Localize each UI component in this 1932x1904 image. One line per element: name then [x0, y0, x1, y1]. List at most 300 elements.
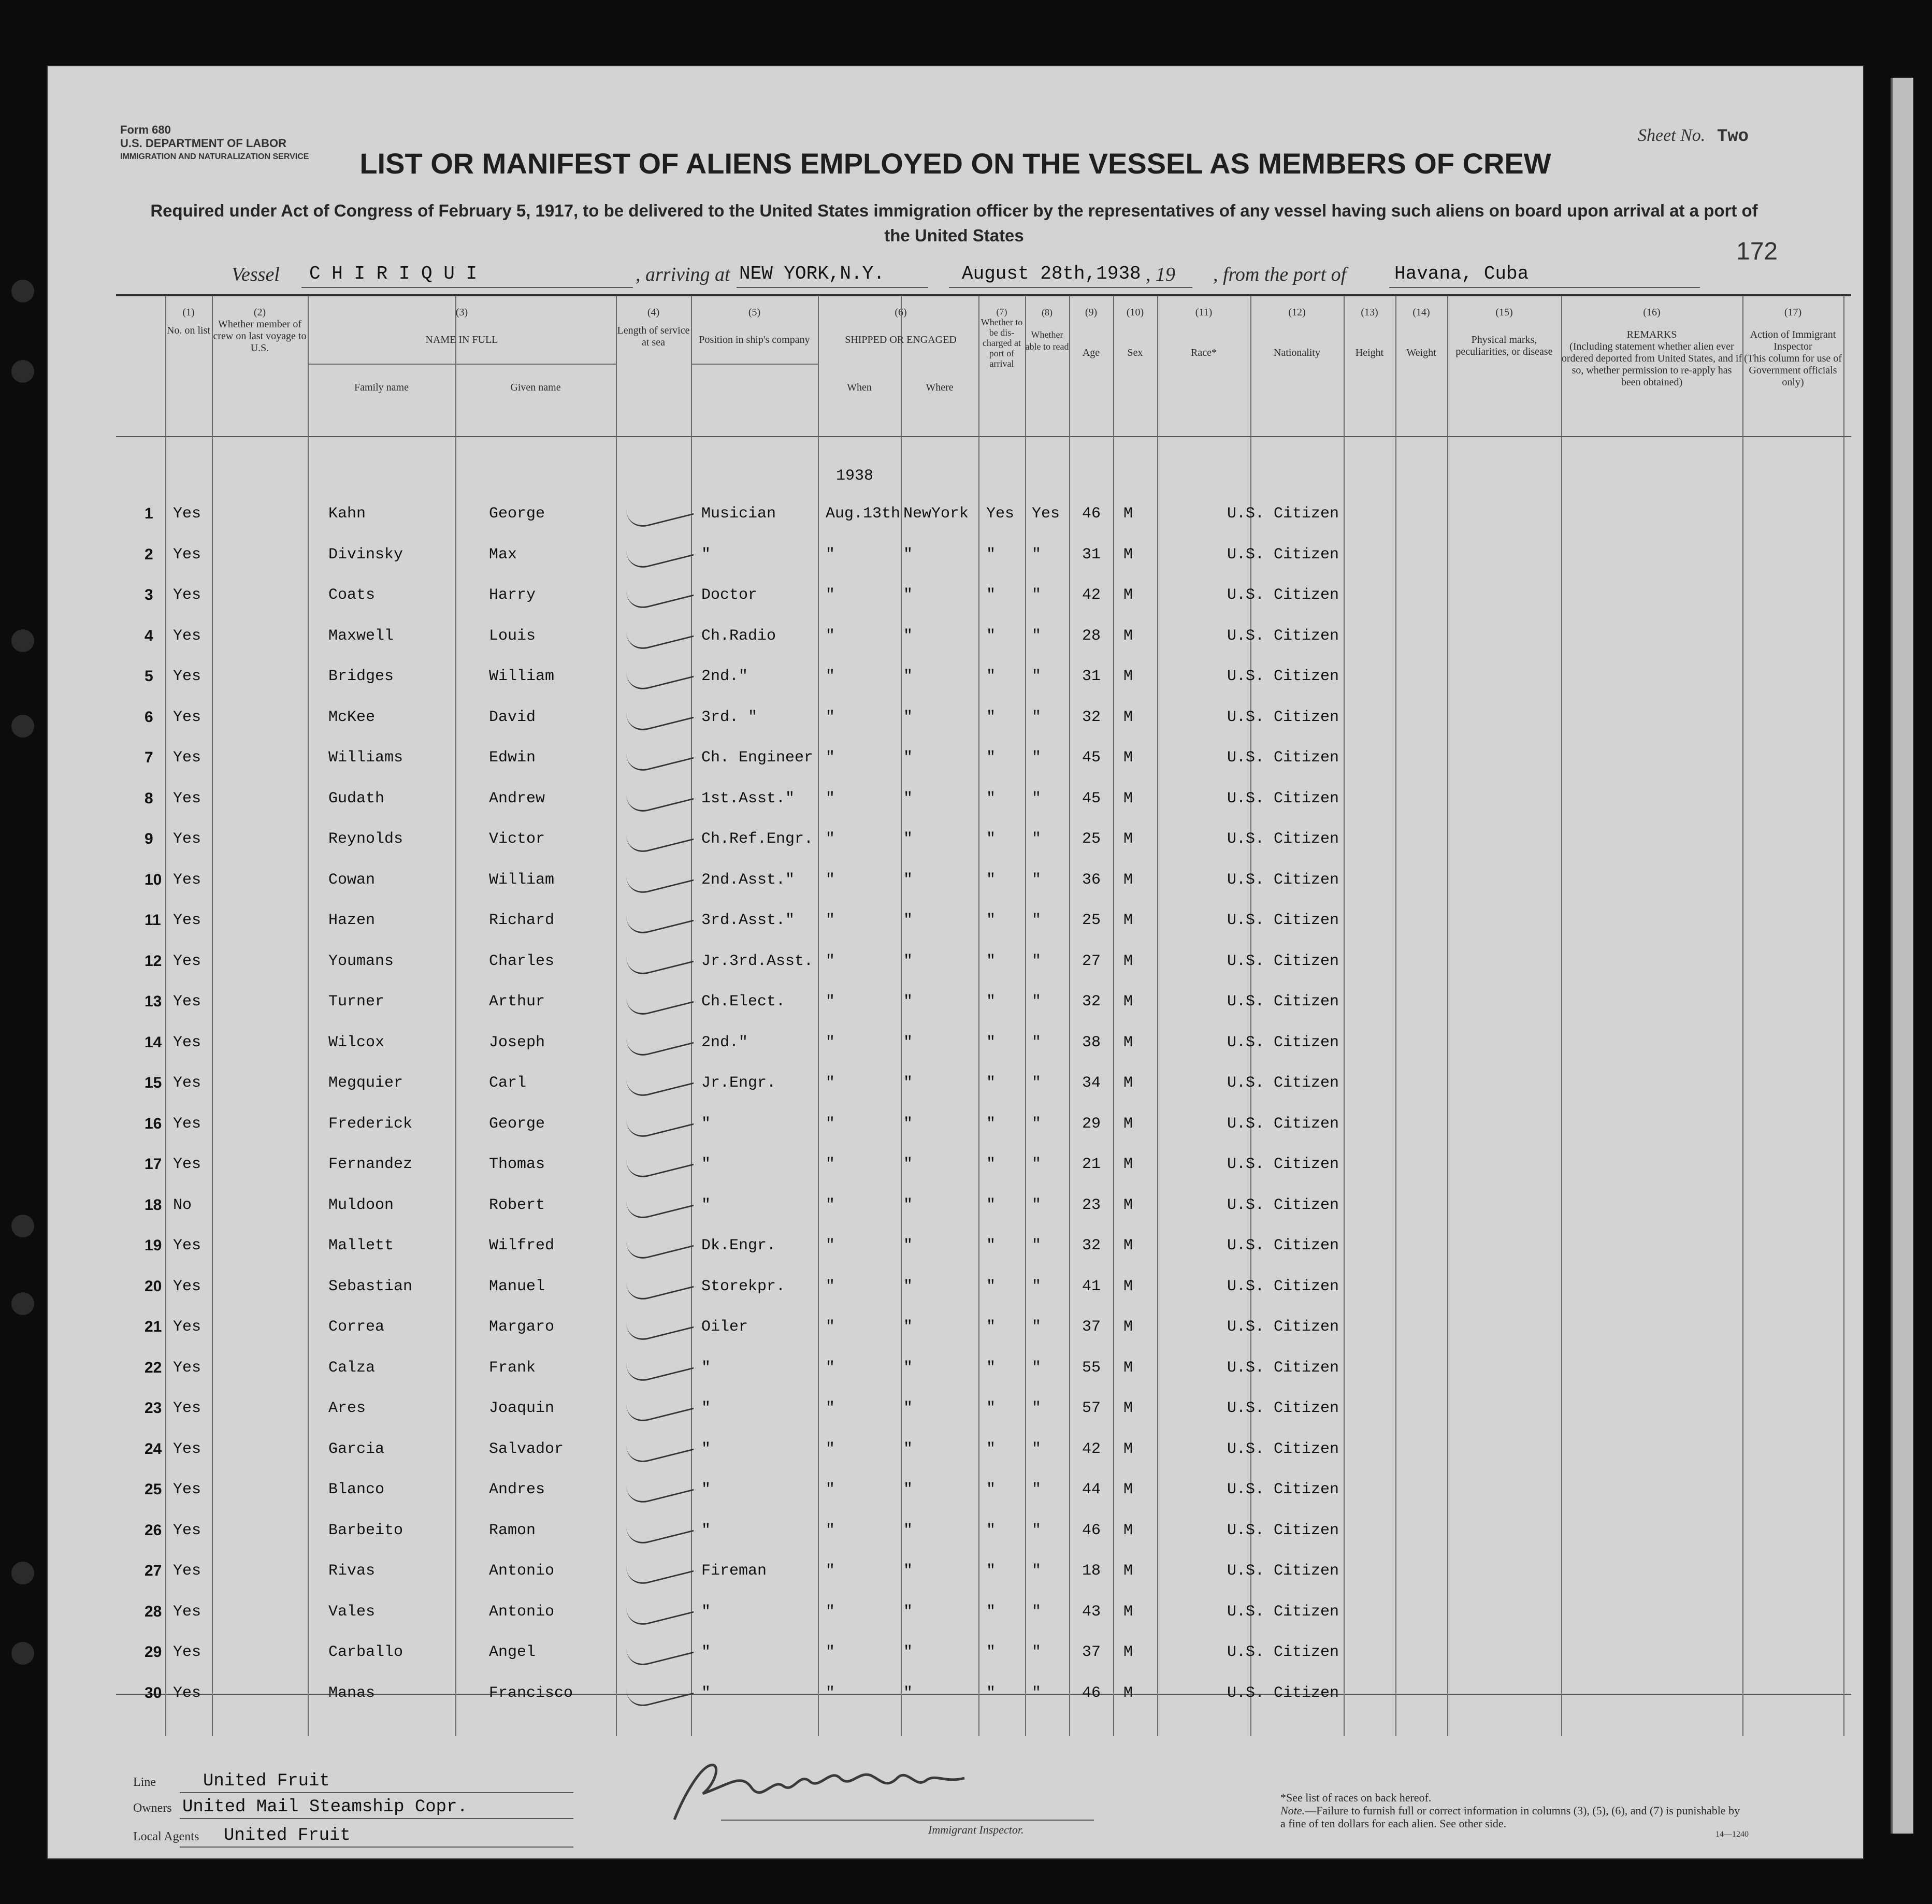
shipped-where: " — [903, 668, 913, 685]
position: Ch.Radio — [701, 627, 776, 645]
crew-last-voyage: Yes — [173, 1277, 201, 1295]
family-name: Frederick — [328, 1115, 413, 1133]
able-to-read: " — [1032, 1562, 1042, 1580]
nationality: U.S. Citizen — [1227, 1196, 1339, 1214]
table-row — [116, 1146, 1851, 1186]
nationality: U.S. Citizen — [1227, 1074, 1339, 1092]
local-agents-label: Local Agents — [133, 1830, 199, 1843]
year-label: , 19 — [1146, 264, 1175, 285]
where-header: Where — [926, 382, 954, 393]
age: 32 — [1082, 708, 1101, 726]
sex: M — [1123, 1115, 1133, 1133]
footer — [48, 1771, 1863, 1858]
owners-value: United Mail Steamship Copr. — [182, 1797, 468, 1817]
able-to-read: " — [1032, 871, 1042, 889]
crew-last-voyage: Yes — [173, 1562, 201, 1580]
nationality: U.S. Citizen — [1227, 505, 1339, 523]
nationality: U.S. Citizen — [1227, 830, 1339, 848]
row-number: 27 — [145, 1562, 162, 1579]
service-check-mark — [626, 1671, 694, 1710]
able-to-read: " — [1032, 1277, 1042, 1295]
service-check-mark — [626, 1021, 694, 1060]
crew-last-voyage: Yes — [173, 586, 201, 604]
shipped-where: " — [903, 1237, 913, 1254]
age: 57 — [1082, 1400, 1101, 1417]
position: " — [701, 1684, 711, 1702]
crew-last-voyage: Yes — [173, 871, 201, 889]
vessel-label: Vessel — [232, 264, 280, 285]
able-to-read: " — [1032, 952, 1042, 970]
vessel-name: C H I R I Q U I — [309, 263, 478, 284]
age: 27 — [1082, 952, 1101, 970]
row-number: 11 — [145, 912, 161, 929]
shipped-when: " — [826, 1440, 835, 1458]
nationality: U.S. Citizen — [1227, 1562, 1339, 1580]
position: " — [701, 1643, 711, 1661]
sex: M — [1123, 952, 1133, 970]
col-6-header: (6) SHIPPED OR ENGAGED — [845, 307, 957, 345]
discharged: " — [986, 912, 996, 929]
age: 25 — [1082, 830, 1101, 848]
nationality: U.S. Citizen — [1227, 1440, 1339, 1458]
service-check-mark — [626, 1427, 694, 1466]
line-value: United Fruit — [203, 1771, 330, 1791]
given-name-header: Given name — [510, 382, 561, 393]
position: Oiler — [701, 1318, 748, 1336]
nationality: U.S. Citizen — [1227, 586, 1339, 604]
shipped-when: " — [826, 1196, 835, 1214]
row-number: 15 — [145, 1074, 162, 1091]
age: 41 — [1082, 1277, 1101, 1295]
arriving-port: NEW YORK,N.Y. — [739, 263, 885, 284]
position: " — [701, 1481, 711, 1498]
able-to-read: " — [1032, 1440, 1042, 1458]
inspector-signature — [654, 1752, 985, 1830]
age: 32 — [1082, 993, 1101, 1011]
family-name: Reynolds — [328, 830, 403, 848]
table-row — [116, 658, 1851, 698]
sex: M — [1123, 830, 1133, 848]
shipped-when: " — [826, 1115, 835, 1133]
table-row — [116, 1268, 1851, 1308]
family-name: Fernandez — [328, 1156, 413, 1173]
note-label: Note. — [1280, 1804, 1305, 1817]
shipped-where: " — [903, 1684, 913, 1702]
discharged: " — [986, 952, 996, 970]
crew-last-voyage: Yes — [173, 627, 201, 645]
punch-hole — [11, 1642, 34, 1665]
family-name: Sebastian — [328, 1277, 413, 1295]
able-to-read: " — [1032, 1481, 1042, 1498]
given-name: Joaquin — [489, 1400, 555, 1417]
discharged: " — [986, 1562, 996, 1580]
position: 2nd." — [701, 668, 748, 685]
table-row — [116, 1309, 1851, 1349]
shipped-where: " — [903, 1521, 913, 1539]
discharged: " — [986, 627, 996, 645]
age: 34 — [1082, 1074, 1101, 1092]
local-agents-value: United Fruit — [224, 1826, 351, 1845]
row-number: 20 — [145, 1277, 162, 1295]
service-check-mark — [626, 980, 694, 1019]
col-14-header: (14) Weight — [1406, 307, 1436, 358]
punch-hole — [11, 629, 34, 652]
shipped-where: " — [903, 708, 913, 726]
row-number: 29 — [145, 1643, 162, 1661]
age: 45 — [1082, 789, 1101, 807]
shipped-when: " — [826, 871, 835, 889]
crew-last-voyage: Yes — [173, 1074, 201, 1092]
col-10-header: (10) Sex — [1126, 307, 1144, 358]
position: " — [701, 1115, 711, 1133]
position: 3rd.Asst." — [701, 912, 795, 929]
shipped-when: " — [826, 1481, 835, 1498]
shipped-when: " — [826, 1074, 835, 1092]
row-number: 9 — [145, 830, 153, 847]
table-row — [116, 821, 1851, 861]
row-number: 8 — [145, 789, 153, 807]
sex: M — [1123, 1277, 1133, 1295]
table-row — [116, 496, 1851, 536]
nationality: U.S. Citizen — [1227, 1684, 1339, 1702]
row-number: 26 — [145, 1521, 162, 1539]
service-check-mark — [626, 1184, 694, 1222]
able-to-read: " — [1032, 1603, 1042, 1621]
service-check-mark — [626, 1062, 694, 1101]
punch-hole — [11, 715, 34, 738]
service-check-mark — [626, 614, 694, 653]
age: 25 — [1082, 912, 1101, 929]
able-to-read: " — [1032, 1156, 1042, 1173]
table-row — [116, 943, 1851, 983]
age: 38 — [1082, 1033, 1101, 1051]
row-number: 21 — [145, 1318, 162, 1335]
discharged: " — [986, 586, 996, 604]
service-check-mark — [626, 1265, 694, 1304]
nationality: U.S. Citizen — [1227, 1400, 1339, 1417]
age: 37 — [1082, 1318, 1101, 1336]
position: " — [701, 1359, 711, 1377]
family-name: Maxwell — [328, 627, 394, 645]
row-number: 16 — [145, 1115, 162, 1132]
shipped-where: " — [903, 1196, 913, 1214]
sex: M — [1123, 1521, 1133, 1539]
nationality: U.S. Citizen — [1227, 1237, 1339, 1254]
department-name: U.S. DEPARTMENT OF LABOR — [120, 137, 287, 150]
able-to-read: " — [1032, 586, 1042, 604]
position: Jr.Engr. — [701, 1074, 776, 1092]
able-to-read: " — [1032, 1318, 1042, 1336]
discharged: " — [986, 993, 996, 1011]
position: Ch. Engineer — [701, 749, 814, 767]
shipped-where: " — [903, 789, 913, 807]
able-to-read: " — [1032, 749, 1042, 767]
given-name: Richard — [489, 912, 555, 929]
row-number: 30 — [145, 1684, 162, 1701]
service-check-mark — [626, 1306, 694, 1345]
discharged: " — [986, 1196, 996, 1214]
nationality: U.S. Citizen — [1227, 1156, 1339, 1173]
sex: M — [1123, 1643, 1133, 1661]
nationality: U.S. Citizen — [1227, 1115, 1339, 1133]
sex: M — [1123, 1400, 1133, 1417]
given-name: Antonio — [489, 1562, 555, 1580]
shipped-where: " — [903, 1440, 913, 1458]
service-check-mark — [626, 1468, 694, 1507]
age: 42 — [1082, 586, 1101, 604]
sex: M — [1123, 627, 1133, 645]
service-check-mark — [626, 1550, 694, 1589]
position: " — [701, 1156, 711, 1173]
crew-last-voyage: Yes — [173, 1603, 201, 1621]
discharged: " — [986, 1603, 996, 1621]
row-number: 18 — [145, 1196, 162, 1214]
nationality: U.S. Citizen — [1227, 1277, 1339, 1295]
able-to-read: " — [1032, 1237, 1042, 1254]
discharged: " — [986, 545, 996, 564]
sex: M — [1123, 912, 1133, 929]
family-name: Mallett — [328, 1237, 394, 1254]
able-to-read: " — [1032, 708, 1042, 726]
nationality: U.S. Citizen — [1227, 1481, 1339, 1498]
sex: M — [1123, 871, 1133, 889]
shipped-when: " — [826, 1359, 835, 1377]
able-to-read: " — [1032, 1521, 1042, 1539]
page-subtitle: Required under Act of Congress of February 5, 1917, to be delivered to the United States immigration officer by the representatives of any vessel having such aliens on board upon arrival at a port of the United States — [150, 201, 1758, 245]
row-number: 13 — [145, 993, 162, 1010]
row-number: 28 — [145, 1603, 162, 1620]
given-name: George — [489, 505, 545, 523]
age: 23 — [1082, 1196, 1101, 1214]
col-13-header: (13) Height — [1355, 307, 1384, 358]
inspector-label: Immigrant Inspector. — [928, 1823, 1024, 1836]
table-row — [116, 1634, 1851, 1674]
discharged: " — [986, 708, 996, 726]
col-8-header: (8) Whether able to read — [1025, 307, 1069, 352]
crew-last-voyage: Yes — [173, 545, 201, 564]
table-row — [116, 1106, 1851, 1146]
nationality: U.S. Citizen — [1227, 789, 1339, 807]
nationality: U.S. Citizen — [1227, 545, 1339, 564]
able-to-read: " — [1032, 1196, 1042, 1214]
table-row — [116, 862, 1851, 902]
sex: M — [1123, 1156, 1133, 1173]
col-16-header: (16) REMARKS (Including statement whether alien ever ordered deported from United States, and if so, whether permission to re-apply has been obtained) — [1561, 307, 1742, 388]
table-row — [116, 1065, 1851, 1105]
shipped-when: " — [826, 789, 835, 807]
sheet-number-label: Sheet No. — [1638, 126, 1706, 145]
family-name: Wilcox — [328, 1033, 385, 1051]
given-name: George — [489, 1115, 545, 1133]
nationality: U.S. Citizen — [1227, 668, 1339, 685]
owners-label: Owners — [133, 1801, 172, 1815]
position: Ch.Elect. — [701, 993, 786, 1011]
shipped-where: " — [903, 1074, 913, 1092]
punch-hole — [11, 1215, 34, 1237]
discharged: " — [986, 1115, 996, 1133]
sex: M — [1123, 668, 1133, 685]
service-check-mark — [626, 899, 694, 938]
when-header: When — [847, 382, 872, 393]
nationality: U.S. Citizen — [1227, 1359, 1339, 1377]
col-11-header: (11) Race* — [1191, 307, 1217, 358]
age: 29 — [1082, 1115, 1101, 1133]
crew-last-voyage: Yes — [173, 1481, 201, 1498]
age: 28 — [1082, 627, 1101, 645]
nationality: U.S. Citizen — [1227, 993, 1339, 1011]
crew-last-voyage: Yes — [173, 952, 201, 970]
given-name: Joseph — [489, 1033, 545, 1051]
shipped-when: " — [826, 1237, 835, 1254]
nationality: U.S. Citizen — [1227, 1318, 1339, 1336]
discharged: " — [986, 1156, 996, 1173]
able-to-read: " — [1032, 1074, 1042, 1092]
family-name: Correa — [328, 1318, 385, 1336]
given-name: Manuel — [489, 1277, 545, 1295]
family-name: Rivas — [328, 1562, 376, 1580]
table-row — [116, 1187, 1851, 1227]
shipped-where: " — [903, 993, 913, 1011]
table-row — [116, 1228, 1851, 1267]
given-name: Margaro — [489, 1318, 555, 1336]
table-row — [116, 1350, 1851, 1390]
row-number: 10 — [145, 871, 162, 888]
shipped-where: " — [903, 627, 913, 645]
nationality: U.S. Citizen — [1227, 1521, 1339, 1539]
nationality: U.S. Citizen — [1227, 1643, 1339, 1661]
age: 46 — [1082, 505, 1101, 523]
crew-last-voyage: Yes — [173, 1400, 201, 1417]
line-label: Line — [133, 1776, 156, 1789]
discharged: " — [986, 1684, 996, 1702]
service-check-mark — [626, 1631, 694, 1670]
crew-last-voyage: Yes — [173, 912, 201, 929]
able-to-read: " — [1032, 545, 1042, 564]
given-name: Edwin — [489, 749, 536, 767]
row-number: 5 — [145, 668, 153, 685]
shipped-when: " — [826, 1521, 835, 1539]
sex: M — [1123, 993, 1133, 1011]
races-note: *See list of races on back hereof. — [1280, 1791, 1432, 1804]
family-name: Kahn — [328, 505, 366, 523]
col-9-header: (9) Age — [1082, 307, 1100, 358]
col-5-header: (5) Position in ship's company — [699, 307, 810, 345]
table-row — [116, 577, 1851, 617]
discharged: " — [986, 1074, 996, 1092]
able-to-read: " — [1032, 789, 1042, 807]
discharged: " — [986, 1440, 996, 1458]
table-row — [116, 1675, 1851, 1715]
able-to-read: " — [1032, 1643, 1042, 1661]
given-name: Angel — [489, 1643, 536, 1661]
shipped-when: " — [826, 1318, 835, 1336]
col-7-header: (7) Whether to be dis-charged at port of arrival — [981, 307, 1023, 369]
vessel-line — [48, 258, 1863, 289]
position: Fireman — [701, 1562, 767, 1580]
col-12-header: (12) Nationality — [1274, 307, 1320, 358]
given-name: Thomas — [489, 1156, 545, 1173]
nationality: U.S. Citizen — [1227, 749, 1339, 767]
crew-last-voyage: Yes — [173, 1318, 201, 1336]
row-number: 19 — [145, 1237, 162, 1254]
family-name: Vales — [328, 1603, 376, 1621]
discharged: " — [986, 871, 996, 889]
service-check-mark — [626, 1102, 694, 1141]
position: 1st.Asst." — [701, 789, 795, 807]
age: 44 — [1082, 1481, 1101, 1498]
row-number: 7 — [145, 749, 153, 766]
crew-last-voyage: Yes — [173, 1521, 201, 1539]
family-name: Carballo — [328, 1643, 403, 1661]
table-row — [116, 902, 1851, 942]
row-number: 17 — [145, 1156, 162, 1173]
punch-hole — [11, 1292, 34, 1315]
crew-table — [116, 294, 1851, 1736]
given-name: Arthur — [489, 993, 545, 1011]
service-check-mark — [626, 1224, 694, 1263]
position: Storekpr. — [701, 1277, 786, 1295]
family-name: Bridges — [328, 668, 394, 685]
service-name: IMMIGRATION AND NATURALIZATION SERVICE — [120, 152, 309, 161]
discharged: " — [986, 789, 996, 807]
crew-last-voyage: Yes — [173, 1115, 201, 1133]
position: Dk.Engr. — [701, 1237, 776, 1254]
family-name: Manas — [328, 1684, 376, 1702]
sex: M — [1123, 545, 1133, 564]
able-to-read: " — [1032, 993, 1042, 1011]
shipped-when: " — [826, 952, 835, 970]
service-check-mark — [626, 858, 694, 897]
sheet-number-value: Two — [1717, 127, 1749, 147]
crew-last-voyage: Yes — [173, 1359, 201, 1377]
given-name: Andres — [489, 1481, 545, 1498]
age: 43 — [1082, 1603, 1101, 1621]
position: " — [701, 1521, 711, 1539]
arriving-label: , arriving at — [636, 264, 730, 285]
shipped-when: " — [826, 1400, 835, 1417]
service-check-mark — [626, 818, 694, 857]
shipped-where: " — [903, 1562, 913, 1580]
discharged: " — [986, 1318, 996, 1336]
age: 42 — [1082, 1440, 1101, 1458]
nationality: U.S. Citizen — [1227, 708, 1339, 726]
table-row — [116, 1594, 1851, 1634]
family-name: McKee — [328, 708, 376, 726]
position: " — [701, 1400, 711, 1417]
position: 2nd." — [701, 1033, 748, 1051]
crew-last-voyage: Yes — [173, 993, 201, 1011]
row-number: 24 — [145, 1440, 162, 1458]
able-to-read: " — [1032, 912, 1042, 929]
crew-last-voyage: Yes — [173, 1033, 201, 1051]
age: 31 — [1082, 545, 1101, 564]
shipped-where: " — [903, 1277, 913, 1295]
col-2-header: (2) Whether member of crew on last voyage to U.S. — [213, 307, 307, 354]
shipped-when: " — [826, 1156, 835, 1173]
punch-hole — [11, 1562, 34, 1584]
col-1-header: (1) No. on list — [167, 307, 210, 336]
shipped-when: " — [826, 586, 835, 604]
given-name: Andrew — [489, 789, 545, 807]
family-name: Divinsky — [328, 545, 403, 564]
col-4-header: (4) Length of service at sea — [617, 307, 690, 348]
family-name: Gudath — [328, 789, 385, 807]
family-name: Hazen — [328, 912, 376, 929]
service-check-mark — [626, 940, 694, 978]
position: 3rd. " — [701, 708, 758, 726]
given-name: Wilfred — [489, 1237, 555, 1254]
punch-hole — [11, 280, 34, 302]
